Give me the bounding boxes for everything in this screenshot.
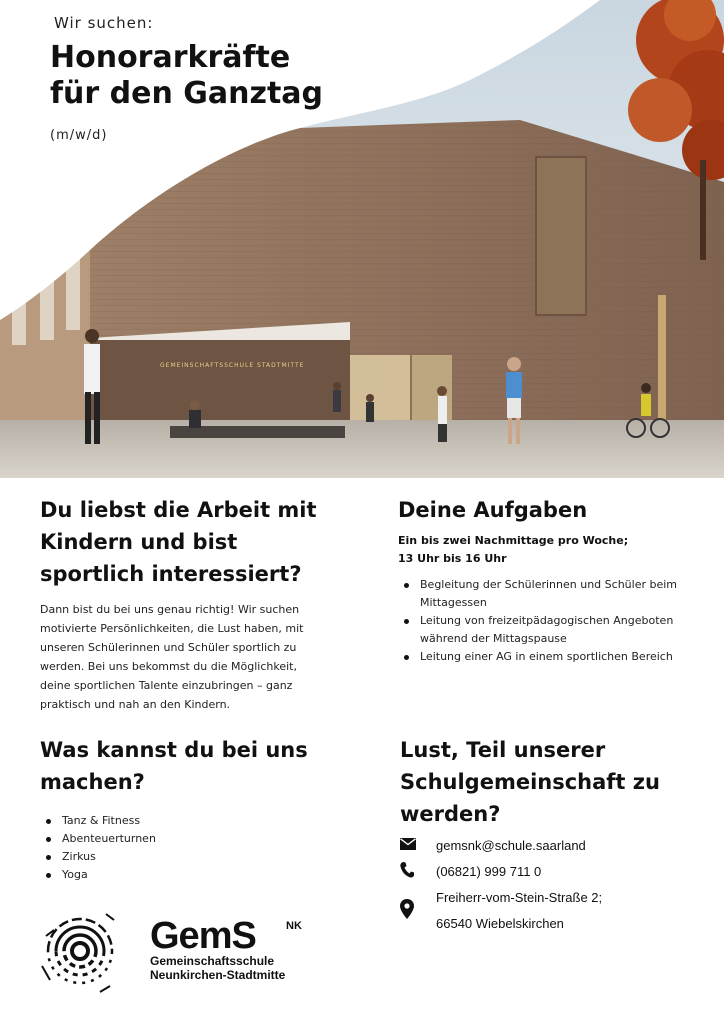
list-item: Abenteuerturnen bbox=[40, 830, 340, 848]
gender-note: (m/w/d) bbox=[50, 128, 108, 143]
intro-heading bbox=[40, 494, 340, 590]
envelope-icon bbox=[400, 834, 424, 854]
tasks-heading: Deine Aufgaben bbox=[398, 498, 588, 522]
kicker-text: Wir suchen: bbox=[54, 14, 154, 32]
list-item: Zirkus bbox=[40, 848, 340, 866]
building-sign: GEMEINSCHAFTSSCHULE STADTMITTE bbox=[160, 362, 305, 369]
map-pin-icon bbox=[400, 886, 424, 932]
address-street: Freiherr-vom-Stein-Straße 2; bbox=[436, 890, 603, 905]
join-heading-line: werden? bbox=[400, 802, 501, 826]
intro-section bbox=[40, 494, 340, 714]
tall-window bbox=[536, 157, 586, 315]
offers-heading-line: machen? bbox=[40, 770, 145, 794]
intro-heading-line: Kindern und bist bbox=[40, 530, 238, 554]
list-item: Yoga bbox=[40, 866, 340, 884]
intro-text-line: unseren Schülerinnen und Schüler sportlich zu bbox=[40, 641, 297, 654]
intro-text-line: praktisch und nah an den Kindern. bbox=[40, 698, 231, 711]
list-item-text: während der Mittagspause bbox=[420, 632, 567, 645]
phone-icon bbox=[400, 860, 424, 880]
offers-heading bbox=[40, 734, 340, 798]
join-section bbox=[400, 734, 700, 830]
logo-subtitle-line: Neunkirchen-Stadtmitte bbox=[150, 968, 286, 982]
ground bbox=[0, 420, 724, 478]
tasks-list bbox=[398, 576, 698, 666]
contact-email-row bbox=[400, 834, 586, 857]
entrance-recess bbox=[90, 340, 350, 420]
join-heading bbox=[400, 734, 700, 830]
page-title-line: für den Ganztag bbox=[50, 76, 324, 111]
contact-address-row bbox=[400, 886, 602, 935]
logo-subtitle-line: Gemeinschaftsschule bbox=[150, 954, 275, 968]
intro-text bbox=[40, 600, 340, 714]
list-item-text: Begleitung der Schülerinnen und Schüler beim bbox=[420, 578, 677, 591]
school-logo-icon bbox=[40, 906, 120, 996]
contact-phone-row bbox=[400, 860, 541, 883]
contact-phone[interactable]: (06821) 999 711 0 bbox=[436, 864, 542, 879]
intro-heading-line: Du liebst die Arbeit mit bbox=[40, 498, 317, 522]
join-heading-line: Lust, Teil unserer bbox=[400, 738, 606, 762]
list-item-text: Leitung einer AG in einem sportlichen Bereich bbox=[420, 650, 673, 663]
join-heading-line: Schulgemeinschaft zu bbox=[400, 770, 660, 794]
logo-superscript: NK bbox=[286, 920, 302, 932]
address-city: 66540 Wiebelskirchen bbox=[436, 916, 564, 931]
list-item-text: Mittagessen bbox=[420, 596, 487, 609]
list-item bbox=[398, 576, 698, 612]
offers-heading-line: Was kannst du bei uns bbox=[40, 738, 308, 762]
offers-list bbox=[40, 812, 340, 884]
intro-text-line: Dann bist du bei uns genau richtig! Wir suchen bbox=[40, 603, 300, 616]
hero-image bbox=[0, 0, 724, 478]
intro-text-line: werden. Bei uns bekommst du die Möglichkeit, bbox=[40, 660, 297, 673]
list-item bbox=[398, 648, 698, 666]
list-item: Tanz & Fitness bbox=[40, 812, 340, 830]
tasks-schedule-line: Ein bis zwei Nachmittage pro Woche; bbox=[398, 534, 629, 547]
intro-text-line: motivierte Persönlichkeiten, die Lust haben, mit bbox=[40, 622, 304, 635]
tasks-schedule bbox=[398, 532, 698, 568]
tasks-schedule-line: 13 Uhr bis 16 Uhr bbox=[398, 552, 507, 565]
contact-email[interactable]: gemsnk@schule.saarland bbox=[436, 838, 586, 853]
list-item bbox=[398, 612, 698, 648]
list-item-text: Leitung von freizeitpädagogischen Angeboten bbox=[420, 614, 674, 627]
intro-heading-line: sportlich interessiert? bbox=[40, 562, 302, 586]
page-title bbox=[50, 40, 323, 112]
page-title-line: Honorarkräfte bbox=[50, 40, 291, 75]
intro-text-line: deine sportlichen Talente einzubringen – ganz bbox=[40, 679, 293, 692]
offers-section bbox=[40, 734, 340, 884]
logo-wordmark: GemS bbox=[150, 915, 256, 957]
contact-address bbox=[436, 886, 602, 935]
tasks-section bbox=[398, 494, 698, 666]
